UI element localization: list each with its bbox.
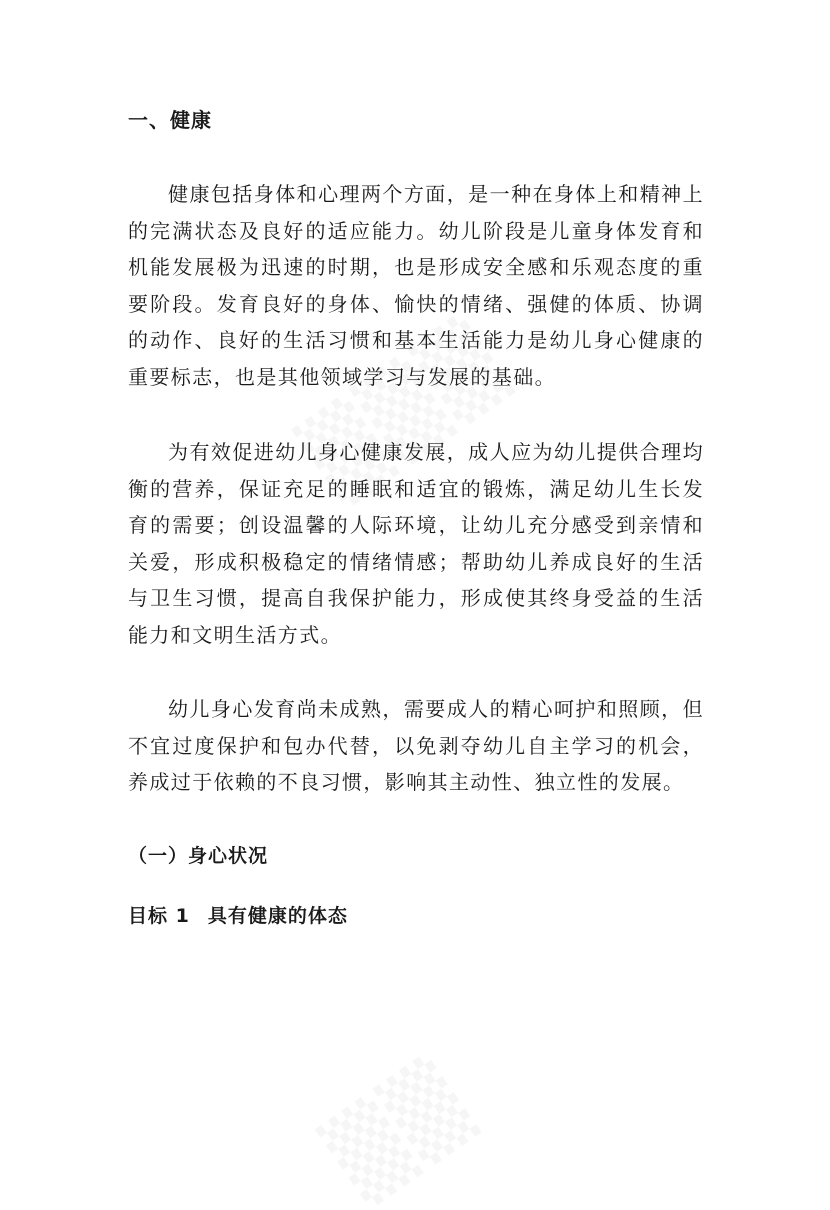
paragraph-1: 健康包括身体和心理两个方面，是一种在身体上和精神上的完满状态及良好的适应能力。幼儿阶段是儿童身体发育和机能发展极为迅速的时期，也是形成安全感和乐观态度的重要阶段。发育良好的身体、愉快的情绪、强健的体质、协调的动作、良好的生活习惯和基本生活能力是幼儿身心健康的重要标志，也是其他领域学习与发展的基础。: [128, 182, 704, 389]
page-content: [128, 104, 704, 931]
paragraph-3: 幼儿身心发育尚未成熟，需要成人的精心呵护和照顾，但不宜过度保护和包办代替，以免剥夺幼儿自主学习的机会，养成过于依赖的不良习惯，影响其主动性、独立性的发展。: [128, 697, 704, 794]
section-heading: 一、健康: [128, 108, 212, 132]
goal-heading: [128, 901, 704, 931]
subsection-heading: （一）身心状况: [128, 844, 269, 867]
goal-title: 具有健康的体态: [207, 904, 348, 927]
goal-number: 目标 1: [128, 904, 190, 927]
watermark: [315, 1048, 487, 1209]
paragraph-2: 为有效促进幼儿身心健康发展，成人应为幼儿提供合理均衡的营养，保证充足的睡眠和适宜的锻炼，满足幼儿生长发育的需要；创设温馨的人际环境，让幼儿充分感受到亲情和关爱，形成积极稳定的情绪情感；帮助幼儿养成良好的生活与卫生习惯，提高自我保护能力，形成使其终身受益的生活能力和文明生活方式。: [128, 440, 704, 647]
